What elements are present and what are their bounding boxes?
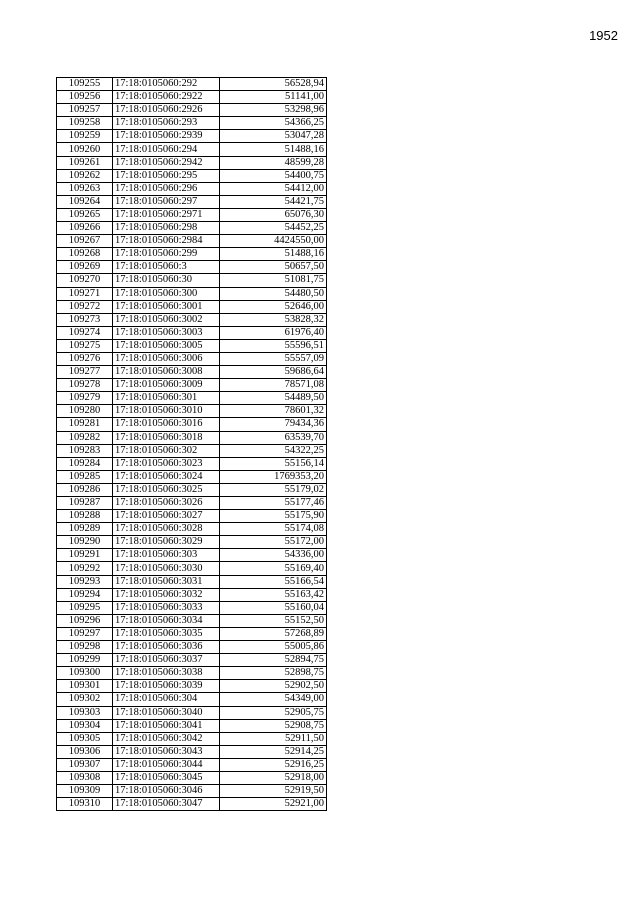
value-cell: 54480,50 (220, 287, 327, 300)
table-row (57, 562, 327, 575)
cadastral-number-cell: 17:18:0105060:3001 (113, 300, 220, 313)
row-id-cell: 109276 (57, 352, 113, 365)
value-cell: 52905,75 (220, 706, 327, 719)
row-id-cell: 109260 (57, 143, 113, 156)
cadastral-number-cell: 17:18:0105060:3036 (113, 641, 220, 654)
table-row (57, 641, 327, 654)
row-id-cell: 109286 (57, 483, 113, 496)
table-row (57, 130, 327, 143)
table-row (57, 706, 327, 719)
table-row (57, 248, 327, 261)
row-id-cell: 109269 (57, 261, 113, 274)
table-row (57, 352, 327, 365)
row-id-cell: 109266 (57, 222, 113, 235)
row-id-cell: 109272 (57, 300, 113, 313)
cadastral-number-cell: 17:18:0105060:3030 (113, 562, 220, 575)
value-cell: 78601,32 (220, 405, 327, 418)
cadastral-number-cell: 17:18:0105060:292 (113, 78, 220, 91)
value-cell: 55156,14 (220, 457, 327, 470)
row-id-cell: 109259 (57, 130, 113, 143)
cadastral-number-cell: 17:18:0105060:2942 (113, 156, 220, 169)
table-row (57, 523, 327, 536)
row-id-cell: 109291 (57, 549, 113, 562)
table-row (57, 182, 327, 195)
table-row (57, 745, 327, 758)
cadastral-number-cell: 17:18:0105060:30 (113, 274, 220, 287)
row-id-cell: 109305 (57, 732, 113, 745)
value-cell: 52646,00 (220, 300, 327, 313)
row-id-cell: 109264 (57, 195, 113, 208)
row-id-cell: 109256 (57, 91, 113, 104)
cadastral-number-cell: 17:18:0105060:2922 (113, 91, 220, 104)
cadastral-number-cell: 17:18:0105060:3010 (113, 405, 220, 418)
cadastral-number-cell: 17:18:0105060:3035 (113, 627, 220, 640)
value-cell: 55160,04 (220, 601, 327, 614)
table-row (57, 313, 327, 326)
row-id-cell: 109295 (57, 601, 113, 614)
value-cell: 78571,08 (220, 379, 327, 392)
cadastral-number-cell: 17:18:0105060:296 (113, 182, 220, 195)
cadastral-number-cell: 17:18:0105060:3028 (113, 523, 220, 536)
table-row (57, 326, 327, 339)
table-row (57, 693, 327, 706)
row-id-cell: 109288 (57, 510, 113, 523)
table-row (57, 798, 327, 811)
cadastral-number-cell: 17:18:0105060:3029 (113, 536, 220, 549)
table-row (57, 392, 327, 405)
row-id-cell: 109292 (57, 562, 113, 575)
value-cell: 55557,09 (220, 352, 327, 365)
cadastral-number-cell: 17:18:0105060:3043 (113, 745, 220, 758)
cadastral-number-cell: 17:18:0105060:294 (113, 143, 220, 156)
table-row (57, 169, 327, 182)
row-id-cell: 109306 (57, 745, 113, 758)
row-id-cell: 109298 (57, 641, 113, 654)
table-row (57, 601, 327, 614)
row-id-cell: 109289 (57, 523, 113, 536)
row-id-cell: 109280 (57, 405, 113, 418)
row-id-cell: 109304 (57, 719, 113, 732)
row-id-cell: 109268 (57, 248, 113, 261)
value-cell: 52908,75 (220, 719, 327, 732)
cadastral-number-cell: 17:18:0105060:304 (113, 693, 220, 706)
cadastral-number-cell: 17:18:0105060:299 (113, 248, 220, 261)
cadastral-number-cell: 17:18:0105060:2939 (113, 130, 220, 143)
cadastral-number-cell: 17:18:0105060:2926 (113, 104, 220, 117)
row-id-cell: 109271 (57, 287, 113, 300)
row-id-cell: 109265 (57, 208, 113, 221)
value-cell: 55152,50 (220, 614, 327, 627)
value-cell: 52914,25 (220, 745, 327, 758)
cadastral-number-cell: 17:18:0105060:2984 (113, 235, 220, 248)
value-cell: 54489,50 (220, 392, 327, 405)
value-cell: 55163,42 (220, 588, 327, 601)
table-row (57, 667, 327, 680)
page-number: 1952 (589, 28, 618, 43)
table-row (57, 208, 327, 221)
cadastral-number-cell: 17:18:0105060:3034 (113, 614, 220, 627)
value-cell: 57268,89 (220, 627, 327, 640)
value-cell: 4424550,00 (220, 235, 327, 248)
cadastral-number-cell: 17:18:0105060:302 (113, 444, 220, 457)
value-cell: 52918,00 (220, 771, 327, 784)
table-row (57, 431, 327, 444)
value-cell: 61976,40 (220, 326, 327, 339)
row-id-cell: 109296 (57, 614, 113, 627)
cadastral-number-cell: 17:18:0105060:3005 (113, 339, 220, 352)
cadastral-number-cell: 17:18:0105060:295 (113, 169, 220, 182)
cadastral-number-cell: 17:18:0105060:3025 (113, 483, 220, 496)
table-row (57, 222, 327, 235)
table-row (57, 117, 327, 130)
row-id-cell: 109303 (57, 706, 113, 719)
table-row (57, 418, 327, 431)
value-cell: 63539,70 (220, 431, 327, 444)
cadastral-number-cell: 17:18:0105060:3047 (113, 798, 220, 811)
row-id-cell: 109274 (57, 326, 113, 339)
value-cell: 54349,00 (220, 693, 327, 706)
value-cell: 55172,00 (220, 536, 327, 549)
row-id-cell: 109294 (57, 588, 113, 601)
cadastral-number-cell: 17:18:0105060:301 (113, 392, 220, 405)
table-row (57, 104, 327, 117)
value-cell: 52902,50 (220, 680, 327, 693)
row-id-cell: 109300 (57, 667, 113, 680)
table-row (57, 719, 327, 732)
value-cell: 51488,16 (220, 248, 327, 261)
cadastral-value-table (56, 77, 327, 811)
table-row (57, 785, 327, 798)
value-cell: 54366,25 (220, 117, 327, 130)
row-id-cell: 109285 (57, 470, 113, 483)
cadastral-number-cell: 17:18:0105060:3040 (113, 706, 220, 719)
table-row (57, 483, 327, 496)
row-id-cell: 109287 (57, 497, 113, 510)
table-row (57, 287, 327, 300)
cadastral-number-cell: 17:18:0105060:3027 (113, 510, 220, 523)
value-cell: 54412,00 (220, 182, 327, 195)
table-row (57, 91, 327, 104)
row-id-cell: 109278 (57, 379, 113, 392)
table-row (57, 497, 327, 510)
value-cell: 65076,30 (220, 208, 327, 221)
cadastral-number-cell: 17:18:0105060:3008 (113, 366, 220, 379)
cadastral-number-cell: 17:18:0105060:3045 (113, 771, 220, 784)
table-row (57, 680, 327, 693)
row-id-cell: 109257 (57, 104, 113, 117)
cadastral-number-cell: 17:18:0105060:3026 (113, 497, 220, 510)
row-id-cell: 109310 (57, 798, 113, 811)
cadastral-number-cell: 17:18:0105060:3041 (113, 719, 220, 732)
row-id-cell: 109258 (57, 117, 113, 130)
value-cell: 54452,25 (220, 222, 327, 235)
cadastral-number-cell: 17:18:0105060:3003 (113, 326, 220, 339)
row-id-cell: 109290 (57, 536, 113, 549)
row-id-cell: 109262 (57, 169, 113, 182)
table-row (57, 339, 327, 352)
table-row (57, 654, 327, 667)
row-id-cell: 109293 (57, 575, 113, 588)
value-cell: 53047,28 (220, 130, 327, 143)
value-cell: 79434,36 (220, 418, 327, 431)
table-row (57, 405, 327, 418)
cadastral-number-cell: 17:18:0105060:293 (113, 117, 220, 130)
value-cell: 54400,75 (220, 169, 327, 182)
value-cell: 51488,16 (220, 143, 327, 156)
row-id-cell: 109277 (57, 366, 113, 379)
value-cell: 48599,28 (220, 156, 327, 169)
value-cell: 53298,96 (220, 104, 327, 117)
table-row (57, 732, 327, 745)
table-row (57, 575, 327, 588)
table-row (57, 274, 327, 287)
table-row (57, 78, 327, 91)
table-row (57, 379, 327, 392)
row-id-cell: 109284 (57, 457, 113, 470)
row-id-cell: 109270 (57, 274, 113, 287)
value-cell: 50657,50 (220, 261, 327, 274)
value-cell: 55175,90 (220, 510, 327, 523)
value-cell: 55596,51 (220, 339, 327, 352)
value-cell: 51081,75 (220, 274, 327, 287)
row-id-cell: 109281 (57, 418, 113, 431)
value-cell: 1769353,20 (220, 470, 327, 483)
table-row (57, 758, 327, 771)
value-cell: 54336,00 (220, 549, 327, 562)
row-id-cell: 109279 (57, 392, 113, 405)
value-cell: 59686,64 (220, 366, 327, 379)
value-cell: 54421,75 (220, 195, 327, 208)
table-row (57, 156, 327, 169)
row-id-cell: 109299 (57, 654, 113, 667)
value-cell: 55169,40 (220, 562, 327, 575)
cadastral-number-cell: 17:18:0105060:3046 (113, 785, 220, 798)
cadastral-number-cell: 17:18:0105060:3042 (113, 732, 220, 745)
value-cell: 55174,08 (220, 523, 327, 536)
cadastral-number-cell: 17:18:0105060:3033 (113, 601, 220, 614)
value-cell: 56528,94 (220, 78, 327, 91)
row-id-cell: 109263 (57, 182, 113, 195)
value-cell: 52898,75 (220, 667, 327, 680)
value-cell: 55179,02 (220, 483, 327, 496)
table-row (57, 510, 327, 523)
value-cell: 55166,54 (220, 575, 327, 588)
value-cell: 52911,50 (220, 732, 327, 745)
cadastral-number-cell: 17:18:0105060:303 (113, 549, 220, 562)
row-id-cell: 109255 (57, 78, 113, 91)
cadastral-number-cell: 17:18:0105060:3 (113, 261, 220, 274)
value-cell: 52894,75 (220, 654, 327, 667)
cadastral-number-cell: 17:18:0105060:3039 (113, 680, 220, 693)
cadastral-number-cell: 17:18:0105060:3018 (113, 431, 220, 444)
table-row (57, 143, 327, 156)
row-id-cell: 109301 (57, 680, 113, 693)
cadastral-number-cell: 17:18:0105060:2971 (113, 208, 220, 221)
value-cell: 52919,50 (220, 785, 327, 798)
cadastral-number-cell: 17:18:0105060:3044 (113, 758, 220, 771)
table-row (57, 549, 327, 562)
table-row (57, 588, 327, 601)
table-row (57, 195, 327, 208)
value-cell: 52921,00 (220, 798, 327, 811)
row-id-cell: 109275 (57, 339, 113, 352)
table-row (57, 366, 327, 379)
value-cell: 53828,32 (220, 313, 327, 326)
table-row (57, 457, 327, 470)
cadastral-number-cell: 17:18:0105060:3024 (113, 470, 220, 483)
row-id-cell: 109283 (57, 444, 113, 457)
cadastral-number-cell: 17:18:0105060:3037 (113, 654, 220, 667)
table-body (57, 78, 327, 811)
row-id-cell: 109302 (57, 693, 113, 706)
table-row (57, 771, 327, 784)
cadastral-number-cell: 17:18:0105060:3031 (113, 575, 220, 588)
value-cell: 51141,00 (220, 91, 327, 104)
cadastral-number-cell: 17:18:0105060:300 (113, 287, 220, 300)
table-row (57, 627, 327, 640)
row-id-cell: 109309 (57, 785, 113, 798)
cadastral-number-cell: 17:18:0105060:3038 (113, 667, 220, 680)
row-id-cell: 109282 (57, 431, 113, 444)
row-id-cell: 109297 (57, 627, 113, 640)
table-row (57, 300, 327, 313)
cadastral-number-cell: 17:18:0105060:297 (113, 195, 220, 208)
table-row (57, 470, 327, 483)
table-row (57, 444, 327, 457)
value-cell: 55177,46 (220, 497, 327, 510)
value-cell: 54322,25 (220, 444, 327, 457)
value-cell: 52916,25 (220, 758, 327, 771)
cadastral-number-cell: 17:18:0105060:3002 (113, 313, 220, 326)
table-row (57, 614, 327, 627)
cadastral-number-cell: 17:18:0105060:3006 (113, 352, 220, 365)
table-row (57, 235, 327, 248)
cadastral-number-cell: 17:18:0105060:3009 (113, 379, 220, 392)
value-cell: 55005,86 (220, 641, 327, 654)
row-id-cell: 109307 (57, 758, 113, 771)
cadastral-number-cell: 17:18:0105060:3016 (113, 418, 220, 431)
row-id-cell: 109267 (57, 235, 113, 248)
row-id-cell: 109308 (57, 771, 113, 784)
row-id-cell: 109261 (57, 156, 113, 169)
table-row (57, 536, 327, 549)
table-row (57, 261, 327, 274)
cadastral-number-cell: 17:18:0105060:3023 (113, 457, 220, 470)
row-id-cell: 109273 (57, 313, 113, 326)
cadastral-number-cell: 17:18:0105060:298 (113, 222, 220, 235)
cadastral-number-cell: 17:18:0105060:3032 (113, 588, 220, 601)
